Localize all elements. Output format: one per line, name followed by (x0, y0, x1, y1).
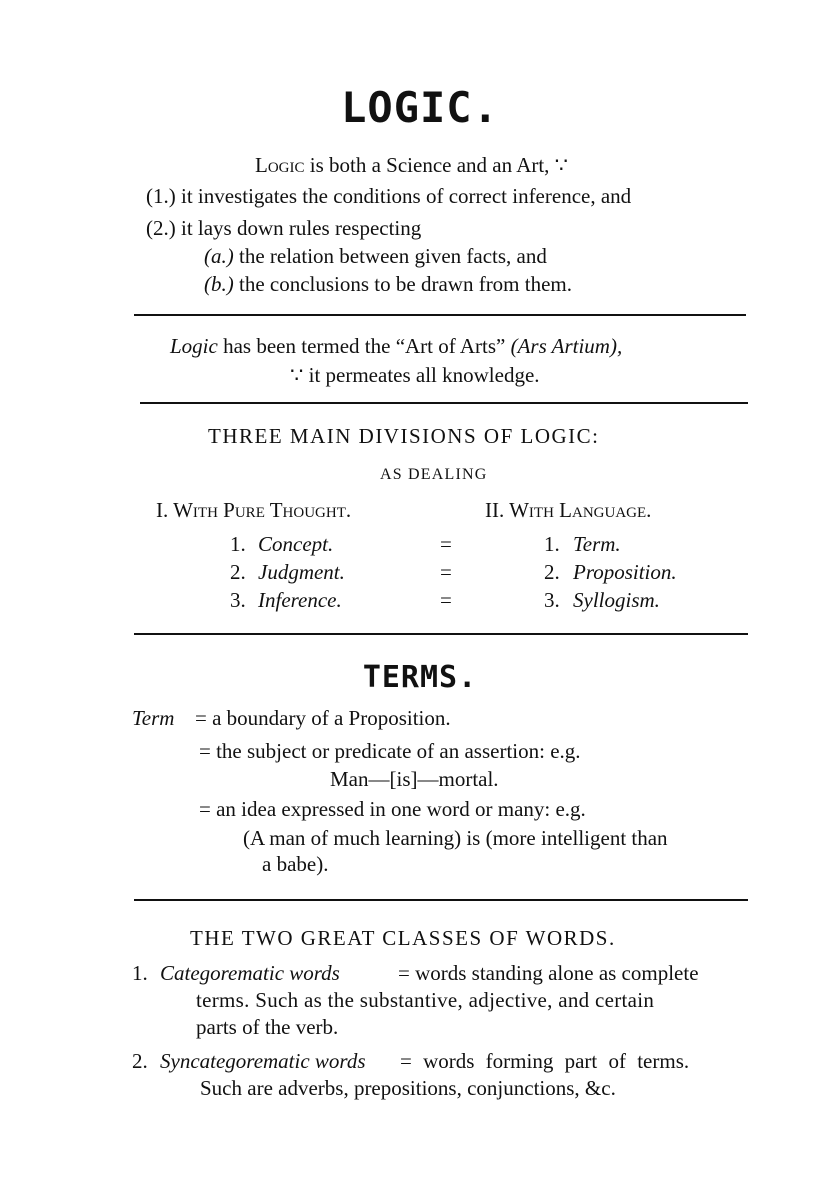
right-column-heading: II. With Language. (485, 498, 652, 522)
point-2a-text: the relation between given facts, and (239, 244, 547, 268)
equals-3: = (440, 588, 452, 612)
class-2-term: Syncategorematic words (160, 1049, 366, 1073)
arts-text: has been termed the “Art of Arts” (223, 334, 506, 358)
term-example-2a: (A man of much learning) is (more intelligent than (243, 826, 668, 850)
left-num-2: 2. (230, 560, 246, 584)
right-num-2: 2. (544, 560, 560, 584)
classes-heading: THE TWO GREAT CLASSES OF WORDS. (190, 926, 616, 950)
left-item-1: Concept. (258, 532, 334, 556)
logic-point-2a (204, 244, 547, 268)
class-1-number: 1. (132, 961, 148, 985)
terms-title: TERMS. (362, 660, 478, 695)
page-title: LOGIC. (341, 83, 499, 132)
logic-point-2b (204, 272, 572, 296)
class-2-definition: = words forming part of terms. (400, 1049, 690, 1073)
logic-point-2: (2.) it lays down rules respecting (146, 216, 422, 240)
arts-line-2: ∵ it permeates all knowledge. (290, 363, 540, 387)
intro-word: Logic (255, 153, 305, 177)
term-def-3: = an idea expressed in one word or many: e.g. (199, 797, 586, 821)
divisions-subheading: AS DEALING (380, 466, 488, 483)
right-num-1: 1. (544, 532, 560, 556)
marker-b: (b.) (204, 272, 234, 296)
term-def-1: = a boundary of a Proposition. (195, 706, 451, 730)
arts-latin: (Ars Artium), (510, 334, 623, 358)
right-num-3: 3. (544, 588, 560, 612)
class-2-number: 2. (132, 1049, 148, 1073)
right-item-1: Term. (573, 532, 621, 556)
left-num-1: 1. (230, 532, 246, 556)
arts-logic-word: Logic (170, 334, 218, 358)
term-example-1: Man—[is]—mortal. (330, 767, 499, 791)
left-column-heading: I. With Pure Thought. (156, 498, 352, 522)
marker-a: (a.) (204, 244, 234, 268)
divider-3 (134, 633, 748, 635)
term-word: Term (132, 706, 175, 730)
left-item-3: Inference. (258, 588, 342, 612)
right-item-2: Proposition. (573, 560, 677, 584)
intro-rest: is both a Science and an Art, ∵ (309, 153, 569, 177)
divisions-heading: THREE MAIN DIVISIONS OF LOGIC: (208, 424, 600, 448)
class-1-term: Categorematic words (160, 961, 340, 985)
art-of-arts-line (170, 334, 622, 358)
class-1-continuation-2: parts of the verb. (196, 1015, 339, 1039)
equals-1: = (440, 532, 452, 556)
class-2-continuation: Such are adverbs, prepositions, conjunctions, &c. (200, 1076, 616, 1100)
divider-1 (134, 314, 746, 316)
divider-2 (140, 402, 748, 404)
logic-point-1: (1.) it investigates the conditions of correct inference, and (146, 184, 632, 208)
class-1-continuation-1: terms. Such as the substantive, adjective, and certain (196, 988, 655, 1012)
equals-2: = (440, 560, 452, 584)
point-2b-text: the conclusions to be drawn from them. (239, 272, 573, 296)
intro-line (255, 153, 568, 177)
term-example-2b: a babe). (262, 852, 329, 876)
class-1-definition: = words standing alone as complete (398, 961, 699, 985)
divider-4 (134, 899, 748, 901)
left-num-3: 3. (230, 588, 246, 612)
left-item-2: Judgment. (258, 560, 345, 584)
term-def-2: = the subject or predicate of an assertion: e.g. (199, 739, 581, 763)
right-item-3: Syllogism. (573, 588, 660, 612)
